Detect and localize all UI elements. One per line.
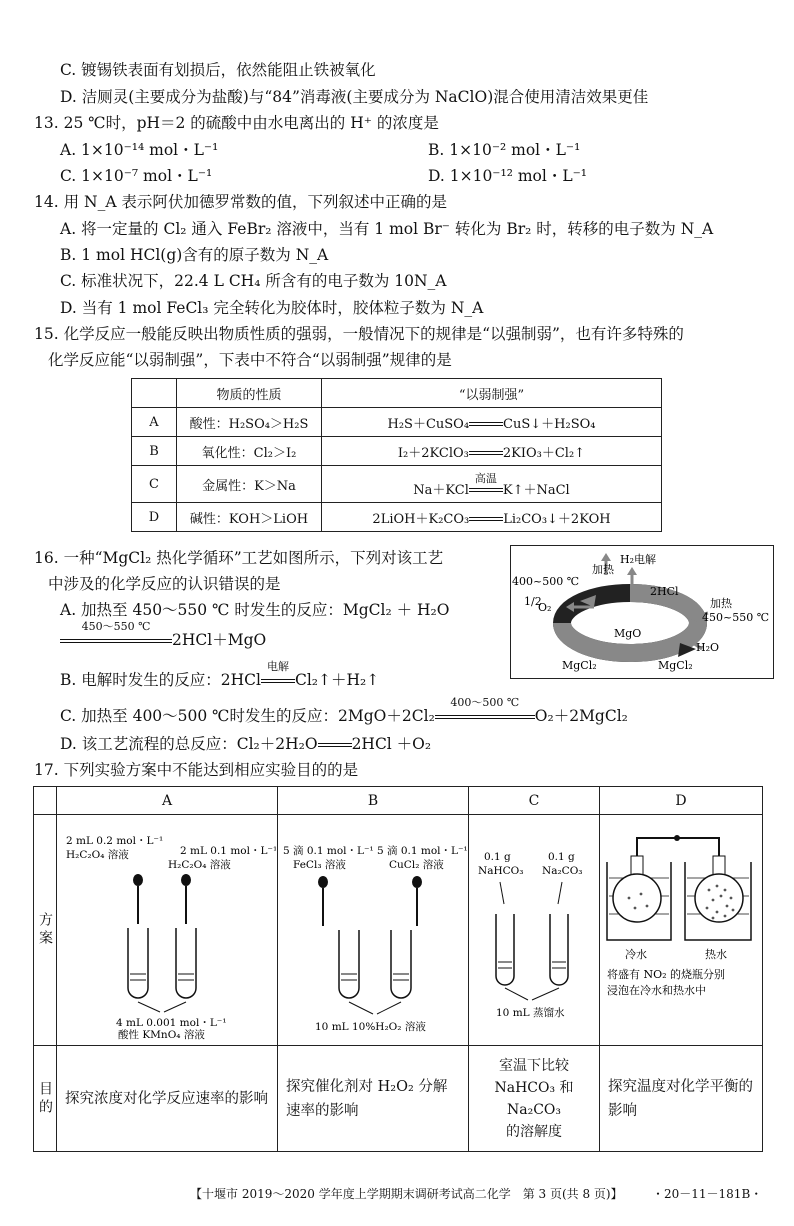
q15-header-blank <box>132 379 177 408</box>
row-label: D <box>132 503 177 532</box>
q15-row-c <box>132 466 662 503</box>
diagram-temp-label-1: 400~500 ℃ <box>512 575 580 588</box>
mgcl2-cycle-diagram <box>510 545 774 679</box>
q15-row-a <box>132 408 662 437</box>
goal-c-line4: 的溶解度 <box>506 1123 562 1140</box>
q13-option-b: B. 1×10⁻² mol・L⁻¹ <box>428 141 581 159</box>
diagram-temp-label-2: 450~550 ℃ <box>702 611 770 624</box>
diagram-mgo-label: MgO <box>614 627 642 640</box>
q14-option-b: B. 1 mol HCl(g)含有的原子数为 N_A <box>60 246 329 264</box>
q17-goal-c <box>469 1046 600 1152</box>
q14-stem: 14. 用 N_A 表示阿伏加德罗常数的值，下列叙述中正确的是 <box>34 193 447 211</box>
row-property: 酸性：H₂SO₄＞H₂S <box>177 408 322 437</box>
plan-a-right-sol: H₂C₂O₄ 溶液 <box>168 859 231 871</box>
q17-row-goal-label: 目的 <box>34 1046 57 1152</box>
q17-table <box>33 786 763 1152</box>
plan-d-note-line1: 将盛有 NO₂ 的烧瓶分别 <box>607 968 726 981</box>
q17-row-plan-label: 方案 <box>34 815 57 1046</box>
q16-stem-line1: 16. 一种“MgCl₂ 热化学循环”工艺如图所示，下列对该工艺 <box>34 549 444 567</box>
plan-a-left-conc: 2 mL 0.2 mol・L⁻¹ <box>66 835 164 847</box>
plan-d-cold-water: 冷水 <box>625 948 647 961</box>
q17-stem: 17. 下列实验方案中不能达到相应实验目的的是 <box>34 761 359 779</box>
plan-c-right-salt: Na₂CO₃ <box>542 865 583 877</box>
plan-a-left-sol: H₂C₂O₄ 溶液 <box>66 849 129 861</box>
plan-c-bottom-sol: 10 mL 蒸馏水 <box>496 1007 565 1019</box>
diagram-half-label: 1/2 <box>524 595 542 608</box>
q17-col-b: B <box>278 787 469 815</box>
q16-option-d: D. 该工艺流程的总反应：Cl₂＋2H₂O 2HCl ＋O₂ <box>60 735 432 753</box>
diagram-hcl-label: 2HCl <box>650 585 679 598</box>
goal-c-line3: Na₂CO₃ <box>506 1101 561 1118</box>
plan-c-left-mass: 0.1 g <box>484 851 511 863</box>
diagram-o2-label: O₂ <box>538 601 552 614</box>
plan-d-note-line2: 浸泡在冷水和热水中 <box>607 984 706 997</box>
q15-stem-line1: 15. 化学反应一般能反映出物质性质的强弱，一般情况下的规律是“以强制弱”，也有许多特殊的 <box>34 325 684 343</box>
diagram-heat-label-2: 加热 <box>710 597 732 610</box>
q14-option-c: C. 标准状况下，22.4 L CH₄ 所含有的电子数为 10N_A <box>60 272 447 290</box>
diagram-heat-label-1: 加热 <box>592 563 614 576</box>
q13-option-c: C. 1×10⁻⁷ mol・L⁻¹ <box>60 167 213 185</box>
row-equation: 2LiOH＋K₂CO₃ Li₂CO₃↓＋2KOH <box>322 503 662 532</box>
plan-b-right-sol: CuCl₂ 溶液 <box>389 859 444 871</box>
q17-plan-c <box>469 815 600 1046</box>
q17-goal-d: 探究温度对化学平衡的影响 <box>600 1046 763 1152</box>
footer-code: ・20－11－181B・ <box>652 1187 763 1201</box>
q15-stem-line2: 化学反应能“以弱制强”，下表中不符合“以弱制强”规律的是 <box>48 351 452 369</box>
row-label: B <box>132 437 177 466</box>
q13-stem: 13. 25 ℃时，pH＝2 的硫酸中由水电离出的 H⁺ 的浓度是 <box>34 114 439 132</box>
row-equation: I₂＋2KClO₃ 2KIO₃＋Cl₂↑ <box>322 437 662 466</box>
q17-col-c: C <box>469 787 600 815</box>
plan-d-hot-water: 热水 <box>705 948 727 961</box>
q17-goal-b: 探究催化剂对 H₂O₂ 分解速率的影响 <box>278 1046 469 1152</box>
plan-b-right-conc: 5 滴 0.1 mol・L⁻¹ <box>377 845 467 857</box>
plan-b-left-conc: 5 滴 0.1 mol・L⁻¹ <box>283 845 374 857</box>
diagram-cl2-label: Cl₂ <box>622 601 639 614</box>
row-equation: Na＋KCl 高温 K↑＋NaCl <box>322 466 662 503</box>
row-label: A <box>132 408 177 437</box>
diagram-mgcl2-label-2: MgCl₂ <box>658 659 693 672</box>
diagram-h2o-label: H₂O <box>696 641 720 654</box>
q17-plan-d <box>600 815 763 1046</box>
goal-c-line1: 室温下比较 <box>499 1057 569 1074</box>
q16-option-a: A. 加热至 450～550 ℃ 时发生的反应：MgCl₂ ＋ H₂O <box>60 601 450 619</box>
footer-exam-info: 【十堰市 2019～2020 学年度上学期期末调研考试高二化学 第 3 页(共 8 页)】 <box>190 1187 623 1201</box>
q12-option-d: D. 洁厕灵(主要成分为盐酸)与“84”消毒液(主要成分为 NaClO)混合使用清洁效果更佳 <box>60 88 649 106</box>
diagram-h2-label: H₂ <box>620 553 635 566</box>
q17-corner <box>34 787 57 815</box>
q17-col-a: A <box>57 787 278 815</box>
plan-a-right-conc: 2 mL 0.1 mol・L⁻¹ <box>180 845 276 857</box>
diagram-mgcl2-label-1: MgCl₂ <box>562 659 597 672</box>
row-property: 金属性：K＞Na <box>177 466 322 503</box>
q14-option-a: A. 将一定量的 Cl₂ 通入 FeBr₂ 溶液中，当有 1 mol Br⁻ 转化为 Br₂ 时，转移的电子数为 N_A <box>60 220 714 238</box>
q16-option-b: B. 电解时发生的反应：2HCl 电解 Cl₂↑＋H₂↑ <box>60 660 380 689</box>
row-equation: H₂S＋CuSO₄ CuS↓＋H₂SO₄ <box>322 408 662 437</box>
row-property: 氧化性：Cl₂＞I₂ <box>177 437 322 466</box>
plan-c-left-salt: NaHCO₃ <box>478 865 524 877</box>
q17-col-d: D <box>600 787 763 815</box>
q17-plan-b <box>278 815 469 1046</box>
q13-option-a: A. 1×10⁻¹⁴ mol・L⁻¹ <box>60 141 219 159</box>
plan-b-left-sol: FeCl₃ 溶液 <box>293 859 346 871</box>
q15-header-reaction: “以弱制强” <box>322 379 662 408</box>
q16-option-c: C. 加热至 400～500 ℃时发生的反应：2MgO＋2Cl₂ 400～500 ℃ O₂＋2MgCl₂ <box>60 696 628 725</box>
q16-stem-line2: 中涉及的化学反应的认识错误的是 <box>48 575 281 593</box>
plan-a-bottom-conc: 4 mL 0.001 mol・L⁻¹ <box>116 1017 227 1029</box>
q13-option-d: D. 1×10⁻¹² mol・L⁻¹ <box>428 167 588 185</box>
q15-header-property: 物质的性质 <box>177 379 322 408</box>
q12-option-c: C. 镀锡铁表面有划损后，依然能阻止铁被氧化 <box>60 61 376 79</box>
q17-plan-a <box>57 815 278 1046</box>
q16-option-a-eq: 450～550 ℃ 2HCl＋MgO <box>60 630 266 650</box>
plan-c-right-mass: 0.1 g <box>548 851 575 863</box>
row-label: C <box>132 466 177 503</box>
q17-goal-a: 探究浓度对化学反应速率的影响 <box>57 1046 278 1152</box>
row-property: 碱性：KOH＞LiOH <box>177 503 322 532</box>
goal-c-line2: NaHCO₃ 和 <box>494 1079 574 1096</box>
q15-table <box>131 378 662 532</box>
plan-b-bottom-sol: 10 mL 10%H₂O₂ 溶液 <box>315 1021 426 1033</box>
q14-option-d: D. 当有 1 mol FeCl₃ 完全转化为胶体时，胶体粒子数为 N_A <box>60 299 484 317</box>
plan-a-bottom-sol: 酸性 KMnO₄ 溶液 <box>118 1029 205 1040</box>
diagram-electrolysis-label: 电解 <box>634 553 656 566</box>
q15-row-d <box>132 503 662 532</box>
q15-row-b <box>132 437 662 466</box>
